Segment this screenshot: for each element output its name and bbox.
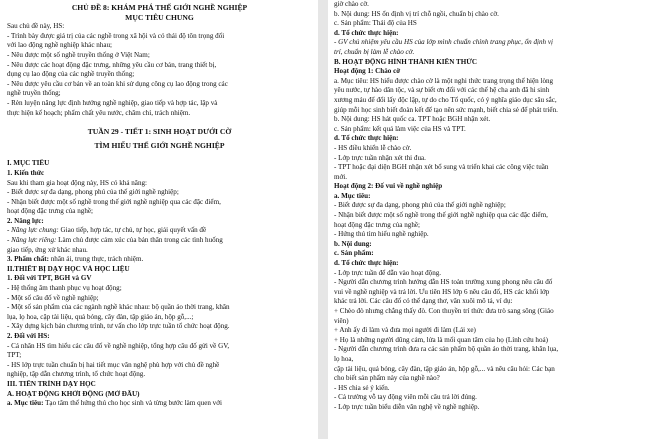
intro-line: - Nêu được các hoạt động đặc trưng, những yêu cầu cơ bản, trang thiết bị, bbox=[7, 60, 217, 69]
knowledge-line: - Nhận biết được một số nghề trong thế giới nghề nghiệp qua các đặc điểm, bbox=[7, 197, 221, 206]
activity2-line: + Anh ấy đi làm và đưa mọi người đi làm (Lái xe) bbox=[334, 326, 476, 335]
activity1-line: xương máu để đổi lấy độc lập, tự do cho Tổ quốc, có ý nghĩa giáo dục sâu sắc, bbox=[334, 95, 557, 104]
heading-activity-1: Hoạt động 1: Chào cờ bbox=[334, 67, 401, 76]
intro-line: - Nêu được một số nghề truyền thống ở Việt Nam; bbox=[7, 50, 150, 59]
skill-specific-cont: giao tiếp, ứng xử khác nhau. bbox=[7, 245, 88, 254]
activity1-line: - Lớp trực tuần nhận xét thi đua. bbox=[334, 153, 426, 162]
school-item: - Một số sản phẩm của các ngành nghề khác nhau: bộ quần áo thời trang, khăn bbox=[7, 303, 230, 312]
knowledge-line: - Biết được sự đa dạng, phong phú của thế giới nghề nghiệp; bbox=[7, 188, 179, 197]
activity2-line: - Lớp trực tuần biểu diễn văn nghệ về nghề nghiệp. bbox=[334, 402, 480, 411]
activity2-line: - Biết được sự đa dạng, phong phú của thế giới nghề nghiệp; bbox=[334, 201, 506, 210]
knowledge-line: hoạt động đặc trưng của nghề; bbox=[7, 207, 93, 216]
activity2-line: - HS chia sẻ ý kiến. bbox=[334, 383, 390, 392]
activity1-line: b. Nội dung: HS hát quốc ca. TPT hoặc BGH nhận xét. bbox=[334, 115, 491, 124]
lesson-subtitle: TÌM HIỂU THẾ GIỚI NGHỀ NGHIỆP bbox=[94, 140, 225, 150]
goal-line bbox=[7, 399, 312, 409]
student-item: - Cá nhân HS tìm hiểu các câu đố về nghề nghiệp, tổng hợp câu đố gửi về GV, bbox=[7, 341, 230, 350]
activity2-line: lọ hoa, bbox=[334, 354, 354, 363]
school-item: - Một số câu đố về nghề nghiệp; bbox=[7, 293, 99, 302]
heading-skills: 2. Năng lực: bbox=[7, 216, 44, 225]
heading-process: III. TIẾN TRÌNH DẠY HỌC bbox=[7, 379, 96, 388]
right-page bbox=[328, 0, 650, 439]
text-line: d. Tổ chức thực hiện: bbox=[334, 28, 399, 37]
heading-knowledge: 1. Kiến thức bbox=[7, 168, 45, 177]
heading-section-b: B. HOẠT ĐỘNG HÌNH THÀNH KIẾN THỨC bbox=[334, 57, 478, 66]
intro-line: Sau chủ đề này, HS: bbox=[7, 22, 65, 31]
goal-label: a. Mục tiêu: bbox=[7, 399, 44, 408]
activity2-line: - Lớp trực tuần để dẫn vào hoạt động. bbox=[334, 268, 442, 277]
heading-equipment: II.THIẾT BỊ DẠY HỌC VÀ HỌC LIỆU bbox=[7, 264, 130, 273]
heading-for-school: 1. Đối với TPT, BGH và GV bbox=[7, 274, 92, 283]
activity1-line: d. Tổ chức thực hiện: bbox=[334, 134, 399, 143]
text-line: c. Sản phẩm: Thái độ của HS bbox=[334, 19, 417, 28]
intro-line: nghề truyền thống; bbox=[7, 89, 61, 98]
activity2-line: - Cả trường vỗ tay động viên mỗi câu trả lời đúng. bbox=[334, 393, 477, 402]
activity2-line: - Nhận biết được một số nghề trong thế giới nghề nghiệp qua các đặc điểm, bbox=[334, 211, 548, 220]
activity2-line: cho biết sản phẩm này của nghề nào? bbox=[334, 374, 440, 383]
text-line: - GV chủ nhiệm yêu cầu HS của lớp mình chuẩn chỉnh trang phục, ổn định vị bbox=[334, 38, 553, 47]
heading-objectives: I. MỤC TIÊU bbox=[7, 159, 50, 168]
qualities-label: 3. Phẩm chất: bbox=[7, 255, 49, 264]
skill-general bbox=[7, 226, 312, 236]
activity2-line: hoạt động đặc trưng của nghề; bbox=[334, 220, 420, 229]
activity2-line: a. Mục tiêu: bbox=[334, 191, 371, 200]
student-item: - HS lớp trực tuần chuẩn bị hai tiết mục văn nghệ phù hợp với chủ đề nghề bbox=[7, 360, 220, 369]
text-line: giờ chào cờ. bbox=[334, 0, 369, 8]
lesson-title: TUẦN 29 - TIẾT 1: SINH HOẠT DƯỚI CỜ bbox=[87, 127, 232, 137]
activity2-line: b. Nội dung: bbox=[334, 239, 372, 248]
school-item: - Hệ thống âm thanh phục vụ hoạt động; bbox=[7, 284, 122, 293]
qualities-text: nhân ái, trung thực, trách nhiệm. bbox=[48, 255, 144, 264]
activity2-line: - Người dẫn chương trình đưa ra các sản phẩm bộ quần áo thời trang, khăn lụa, bbox=[334, 345, 559, 354]
activity2-line: vui về nghề nghiệp và trả lời. Ưu tiên HS lớp 6 nêu câu đố, HS các khối lớp bbox=[334, 287, 550, 296]
school-item: - Xây dựng kịch bản chương trình, tư vấn cho lớp trực tuần tổ chức hoạt động. bbox=[7, 322, 230, 331]
intro-line: - Trình bày được giá trị của các nghề trong xã hội và có thái độ tôn trọng đối bbox=[7, 31, 225, 40]
activity1-line: a. Mục tiêu: HS hiểu được chào cờ là một nghi thức trang trọng thể hiện lòng bbox=[334, 76, 554, 85]
intro-line: - Nêu được yêu cầu cơ bản về an toàn khi sử dụng công cụ lao động trong các bbox=[7, 79, 228, 88]
intro-line: với lao động nghề nghiệp khác nhau; bbox=[7, 41, 113, 50]
topic-title: CHỦ ĐỀ 8: KHÁM PHÁ THẾ GIỚI NGHỀ NGHIỆP bbox=[71, 3, 248, 12]
intro-line: thực hiện kế hoạch; phẩm chất yêu nước, chăm chỉ, trách nhiệm. bbox=[7, 108, 191, 117]
skill-specific-text: Làm chủ được cảm xúc của bản thân trong các tình huống bbox=[56, 236, 223, 245]
activity1-line: giúp mỗi học sinh biết đoàn kết để tạo nên sức mạnh, biết chia sẻ để phát triển. bbox=[334, 105, 558, 114]
activity2-line: - Người dẫn chương trình hướng dẫn HS toàn trường xung phong nêu câu đố bbox=[334, 278, 553, 287]
text-line: b. Nội dung: HS ổn định vị trí chỗ ngồi, chuẩn bị chào cờ. bbox=[334, 9, 499, 18]
school-item: lụa, lọ hoa, cặp tài liệu, quả bóng, cây đàn, tập giáo án, hộp gỗ,...; bbox=[7, 312, 194, 321]
intro-line: - Rèn luyện năng lực định hướng nghề nghiệp, giao tiếp và hợp tác, lập và bbox=[7, 98, 218, 107]
intro-line: dụng cụ lao động của các nghề truyền thống; bbox=[7, 70, 135, 79]
skill-specific bbox=[7, 236, 312, 246]
activity2-line: + Chèo đò nhưng chẳng thấy đò. Con thuyền trí thức đưa trò sang sông (Giáo bbox=[334, 307, 554, 315]
activity1-line: - TPT hoặc đại diện BGH nhận xét bổ sung và triển khai các công việc tuần bbox=[334, 163, 549, 172]
activity1-line: - HS điều khiển lễ chào cờ. bbox=[334, 143, 412, 152]
knowledge-line: Sau khi tham gia hoạt động này, HS có khả năng: bbox=[7, 178, 148, 187]
text-line: trí, chuẩn bị làm lễ chào cờ. bbox=[334, 47, 415, 56]
activity2-line: cặp tài liệu, quả bóng, cây đàn, tập giáo án, hộp gỗ,... và nêu câu hỏi: Các bạn bbox=[334, 364, 555, 373]
heading-activity-2: Hoạt động 2: Đố vui về nghề nghiệp bbox=[334, 182, 443, 191]
activity2-line: d. Tổ chức thực hiện: bbox=[334, 259, 399, 268]
activity1-line: c. Sản phẩm: kết quả làm việc của HS và TPT. bbox=[334, 124, 466, 133]
qualities bbox=[7, 255, 312, 265]
student-item: nghiệp, tập dẫn chương trình, tổ chức hoạt động. bbox=[7, 370, 146, 379]
activity2-line: viên) bbox=[334, 316, 349, 325]
heading-activity-a: A. HOẠT ĐỘNG KHỞI ĐỘNG (MỞ ĐẦU) bbox=[7, 389, 140, 398]
skill-specific-label: - Năng lực riêng: bbox=[7, 236, 57, 245]
activity2-line: - Hứng thú tìm hiểu nghề nghiệp. bbox=[334, 230, 429, 239]
activity2-line: + Họ là những người dũng cảm, lửa là mối quan tâm của họ (Lính cứu hoả) bbox=[334, 335, 549, 344]
skill-general-text: Giao tiếp, hợp tác, tự chủ, tự học, giải quyết vấn đề bbox=[58, 226, 207, 235]
skill-general-label: - Năng lực chung: bbox=[7, 226, 59, 235]
topic-subtitle: MỤC TIÊU CHUNG bbox=[125, 12, 194, 22]
student-item: TPT; bbox=[7, 351, 22, 360]
activity2-line: c. Sản phẩm: bbox=[334, 249, 374, 258]
heading-for-students: 2. Đối với HS: bbox=[7, 332, 50, 340]
left-page bbox=[0, 0, 318, 439]
activity1-line: mới. bbox=[334, 172, 348, 181]
activity1-line: yêu nước, tự hào dân tộc, và sự biết ơn đối với các thế hệ cha anh đã hi sinh bbox=[334, 86, 550, 95]
goal-text: Tạo tâm thế hứng thú cho học sinh và từng bước làm quen với bbox=[43, 399, 222, 408]
activity2-line: khác trả lời. Các câu đố có thể dạng thơ, văn xuôi mô tả, ví dụ: bbox=[334, 297, 513, 306]
